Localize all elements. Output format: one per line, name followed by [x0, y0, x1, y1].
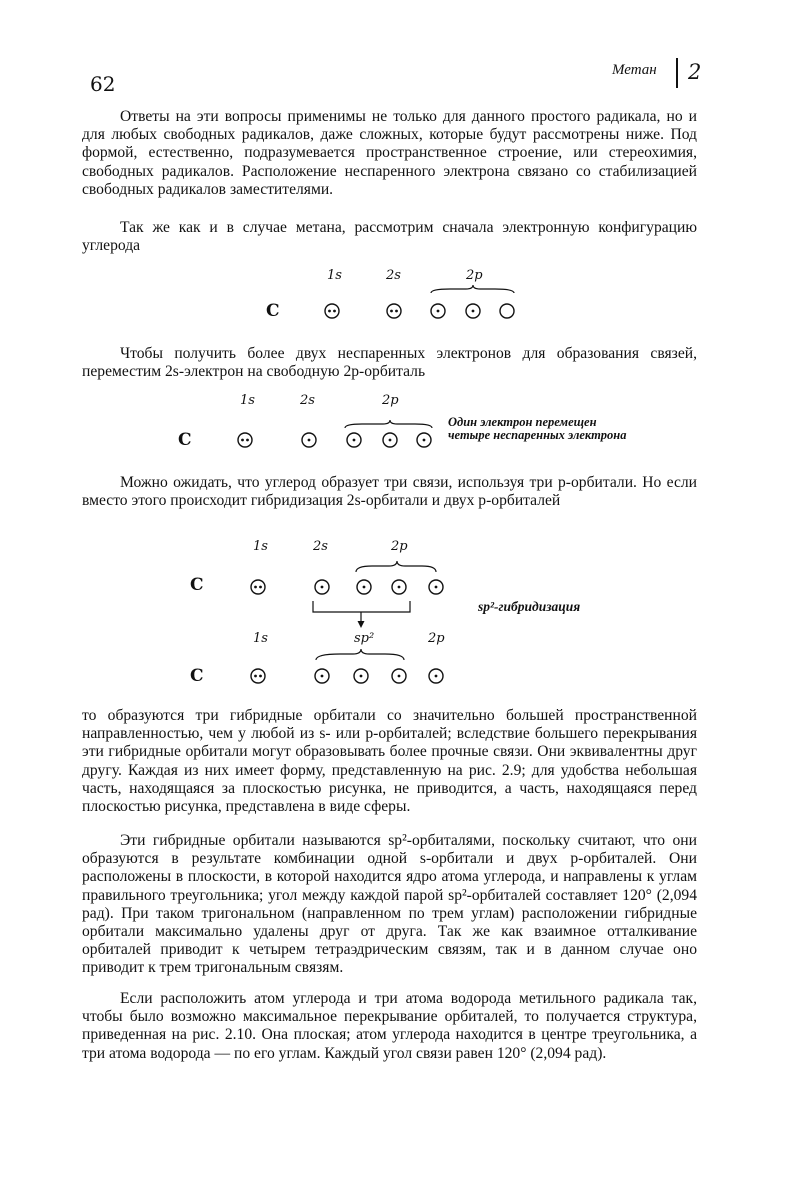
d3-1s-orbital-bottom: [251, 669, 265, 683]
d3-label-2p: 2p: [391, 539, 408, 554]
page-number: 62: [90, 72, 116, 96]
paragraph-4: Можно ожидать, что углерод образует три связи, используя три p-орбитали. Но если вместо этого происходит гибридизация 2s-орбитали и двух p-орбиталей: [82, 474, 697, 510]
d3-hybridization-bracket: [313, 601, 410, 612]
d2-label-2p: 2p: [382, 393, 399, 408]
running-head: Метан: [612, 62, 657, 78]
d3-2p-bottom-electron: [435, 675, 438, 678]
d3-sp2-1-electron: [321, 675, 324, 678]
d3-label-2s: 2s: [313, 539, 328, 554]
hybridization-label: sp²-гибридизация: [478, 599, 581, 614]
d3-label-1s: 1s: [253, 539, 268, 554]
paragraph-1: Ответы на эти вопросы применимы не только для данного простого радикала, но и для любых свободных радикалов, даже сложных, которые будут рассмотрены ниже. Под формой, естественно, подразумевается пространственное строение, или стереохимия, свободных радикалов. Расположение неспаренного электрона связано со стабилизацией свободных радикалов заместителями.: [82, 108, 697, 198]
paragraph-3: Чтобы получить более двух неспаренных электронов для образования связей, переместим 2s-электрон на свободную 2p-орбиталь: [82, 345, 697, 381]
d3-1s-electron-a: [254, 586, 257, 589]
paragraph-5: то образуются три гибридные орбитали со значительно большей пространственной направленностью, чем у любой из s- или p-орбиталей; вследствие большего перекрывания эти гибридные орбитали могут образовывать более прочные связи. Они эквивалентны друг другу. Каждая из них имеет форму, представленную на рис. 2.9; для удобства небольшая часть, находящаяся за плоскостью рисунка, не приводится, а часть, находящаяся перед плоскостью рисунка, представлена в виде сферы.: [82, 707, 697, 816]
d3-2p-brace: [356, 561, 436, 572]
d3-carbon-symbol-bottom: C: [190, 666, 204, 686]
d2-annotation: Один электрон перемещен четыре неспаренных электрона: [448, 415, 627, 442]
d3-label-1s-bottom: 1s: [253, 631, 268, 646]
d3-1s-orbital: [251, 580, 265, 594]
paragraph-6: Эти гибридные орбитали называются sp²-орбиталями, поскольку считают, что они образуются в результате комбинации одной s-орбитали и двух p-орбиталей. Они расположены в плоскости, в которой находится ядро атома углерода, и направлены к углам правильного треугольника; угол между каждой парой sp²-орбиталей составляет 120° (2,094 рад). При таком тригональном (направленном по трем углам) расположении гибридные орбитали максимально удалены друг от друга. Так же как взаимное отталкивание орбиталей приводит к четырем тетраэдрическим связям, так и в данном случае оно приводит к трем тригональным связям.: [82, 832, 697, 977]
d3-label-2p-bottom: 2p: [428, 631, 445, 646]
d2-label-2s: 2s: [300, 393, 315, 408]
d3-2p2-electron: [398, 586, 401, 589]
d3-carbon-symbol-top: C: [190, 575, 204, 595]
d3-2s-electron: [321, 586, 324, 589]
d2-label-1s: 1s: [240, 393, 255, 408]
d2-carbon-symbol: C: [178, 430, 192, 450]
chapter-number: 2: [688, 60, 702, 84]
d3-1s-bottom-electron-b: [259, 675, 262, 678]
d3-1s-electron-b: [259, 586, 262, 589]
d3-arrow-head: [358, 621, 365, 628]
d1-label-2p: 2p: [466, 268, 483, 283]
d3-2p3-electron: [435, 586, 438, 589]
d3-sp2-3-electron: [398, 675, 401, 678]
paragraph-2: Так же как и в случае метана, рассмотрим сначала электронную конфигурацию углерода: [82, 219, 697, 255]
d3-sp2-2-electron: [360, 675, 363, 678]
d3-sp2-brace: [316, 649, 404, 660]
d3-1s-bottom-electron-a: [254, 675, 257, 678]
d3-2p1-electron: [363, 586, 366, 589]
paragraph-7: Если расположить атом углерода и три атома водорода метильного радикала так, чтобы было возможно максимальное перекрывание орбиталей, то получается структура, приведенная на рис. 2.10. Она плоская; атом углерода находится в центре треугольника, а три атома водорода — по его углам. Каждый угол связи равен 120° (2,094 рад).: [82, 990, 697, 1062]
d1-carbon-symbol: C: [266, 301, 280, 321]
d3-label-sp2: sp²: [354, 631, 375, 646]
d1-label-1s: 1s: [327, 268, 342, 283]
d1-label-2s: 2s: [386, 268, 401, 283]
